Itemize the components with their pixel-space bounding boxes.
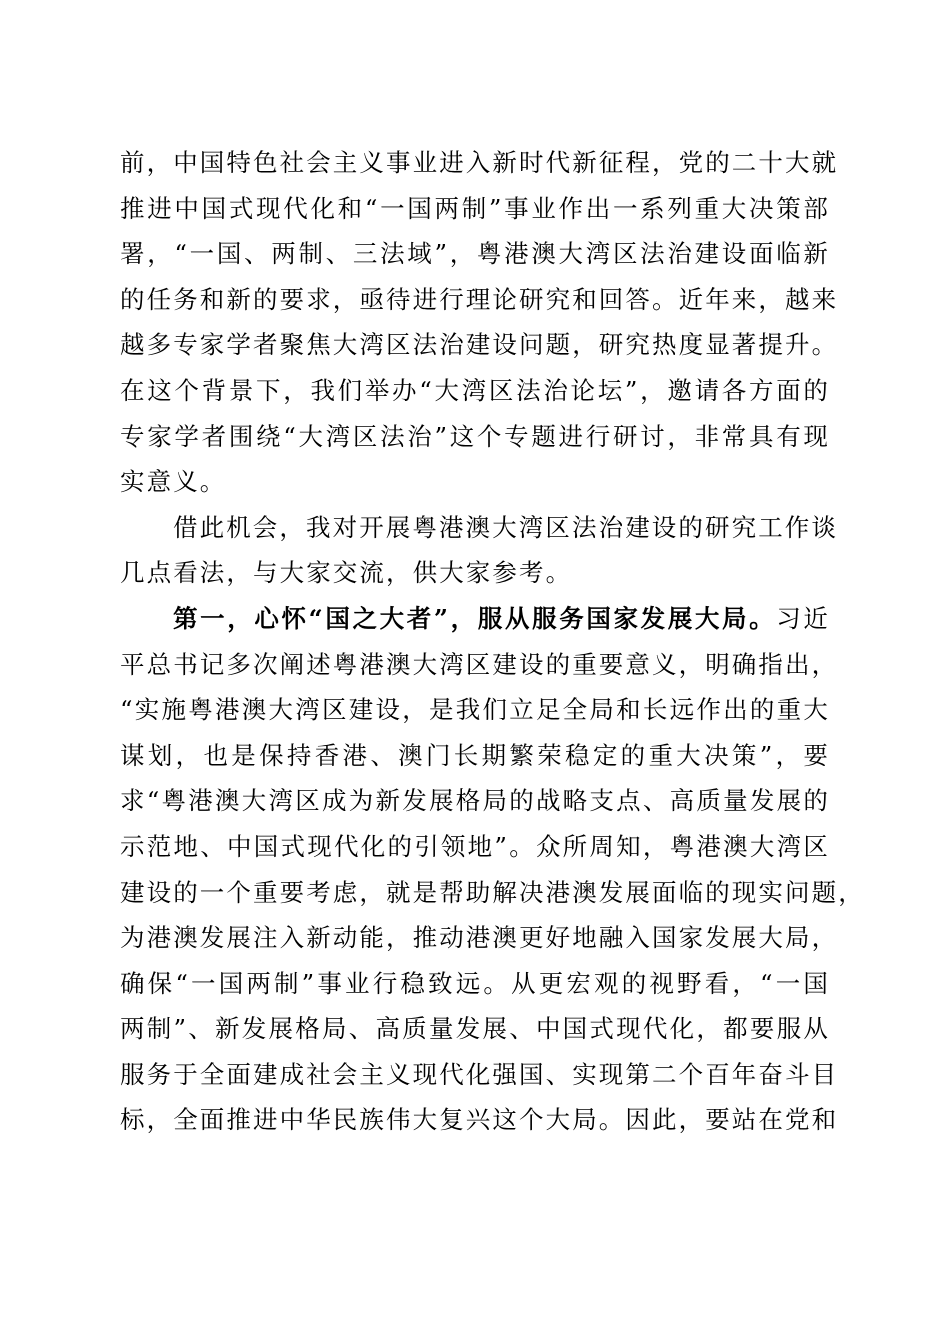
text-line: “实施粤港澳大湾区建设，是我们立足全局和长远作出的重大 [120,695,830,725]
heading-line-tail: 习近 [776,603,830,633]
text-line: 标，全面推进中华民族伟大复兴这个大局。因此，要站在党和 [120,1105,839,1135]
text-line: 确保“一国两制”事业行稳致远。从更宏观的视野看，“一国 [120,968,830,998]
text-line: 越多专家学者聚焦大湾区法治建设问题，研究热度显著提升。 [120,330,839,360]
text-line: 求“粤港澳大湾区成为新发展格局的战略支点、高质量发展的 [120,786,830,816]
text-line: 的任务和新的要求，亟待进行理论研究和回答。近年来，越来 [120,284,839,314]
text-line: 为港澳发展注入新动能，推动港澳更好地融入国家发展大局， [120,923,839,953]
text-line: 借此机会，我对开展粤港澳大湾区法治建设的研究工作谈 [173,512,838,542]
paragraph-1 [120,140,839,505]
text-line: 谋划，也是保持香港、澳门长期繁荣稳定的重大决策”，要 [120,740,830,770]
text-line: 专家学者围绕“大湾区法治”这个专题进行研讨，非常具有现 [120,421,830,451]
text-line: 在这个背景下，我们举办“大湾区法治论坛”，邀请各方面的 [120,375,830,405]
text-line: 示范地、中国式现代化的引领地”。众所周知，粤港澳大湾区 [120,831,830,861]
text-line: 几点看法，与大家交流，供大家参考。 [120,558,573,588]
text-line: 建设的一个重要考虑，就是帮助解决港澳发展面临的现实问题， [120,877,865,907]
text-line: 两制”、新发展格局、高质量发展、中国式现代化，都要服从 [120,1014,830,1044]
paragraph-2 [120,505,838,596]
text-line: 前，中国特色社会主义事业进入新时代新征程，党的二十大就 [120,148,839,177]
document-body [120,140,865,1143]
text-line: 平总书记多次阐述粤港澳大湾区建设的重要意义，明确指出， [120,649,839,679]
text-line: 服务于全面建成社会主义现代化强国、实现第二个百年奋斗目 [120,1059,839,1089]
text-line: 署，“一国、两制、三法域”，粤港澳大湾区法治建设面临新 [120,239,830,269]
section-heading: 第一，心怀“国之大者”，服从服务国家发展大局。 [173,603,777,633]
text-line: 实意义。 [120,467,227,497]
text-line: 推进中国式现代化和“一国两制”事业作出一系列重大决策部 [120,193,830,223]
paragraph-3 [120,596,865,1143]
paragraph-heading-line [120,596,830,642]
